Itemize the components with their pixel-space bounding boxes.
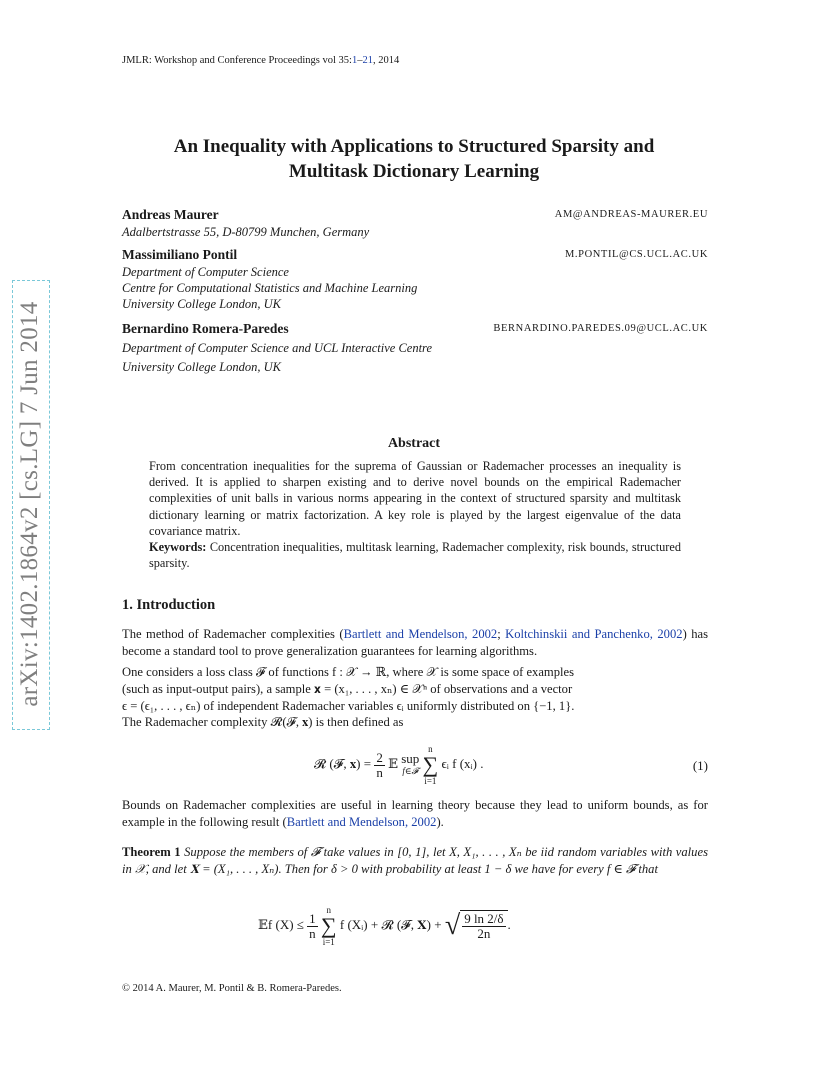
intro-paragraph-2: One considers a loss class 𝓕 of functions f : 𝒳 → ℝ, where 𝒳 is some space of examples (such as input-output pairs), a sample 𝐱 = (x₁, . . . , xₙ) ∈ 𝒳ⁿ of observations and a vector ϵ = (ϵ₁, . . . , ϵₙ) of independent Rademacher variables ϵᵢ uniformly distributed on {−1, 1}. The Rademacher complexity 𝓡(𝓕, 𝐱) is then defined as (122, 665, 575, 730)
abstract-body: From concentration inequalities for the suprema of Gaussian or Rademacher processes an inequality is derived. It is applied to sharpen existing and to derive novel bounds on the empirical Rademacher complexities of unit balls in various norms appearing in the context of structured sparsity and multitask dictionary learning or matrix factorization. A key role is played by the largest eigenvalue of the data covariance matrix. Keywords: Concentration inequalities, multitask learning, Rademacher complexity, risk bounds, structured sparsity. (149, 459, 681, 571)
citation-koltchinskii-2002[interactable]: Koltchinskii and Panchenko, 2002 (505, 627, 683, 641)
page-end-link[interactable]: 21 (362, 55, 373, 66)
theorem-equation: 𝔼f (X) ≤ $\frac{1}{n}$ n ∑ i=1 f (Xᵢ) + 𝓡 (𝓕, 𝐗) + √ $\frac{9 \ln 2/\delta}{2n}$ . (258, 905, 511, 947)
intro-paragraph-3: Bounds on Rademacher complexities are useful in learning theory because they lead to uniform bounds, as for example in the following result (Bartlett and Mendelson, 2002). (122, 798, 708, 829)
title-line-2: Multitask Dictionary Learning (288, 161, 540, 182)
author-affiliation-1: Adalbertstrasse 55, D-80799 Munchen, Germany (122, 225, 370, 239)
author-affiliation-3: Department of Computer Science and UCL Interactive Centre University College London, UK (122, 341, 433, 374)
abstract-heading: Abstract (387, 436, 441, 451)
theorem-eq-sum: n ∑ i=1 (320, 905, 337, 947)
keywords-label: Keywords: (149, 540, 207, 555)
eq1-fraction: $\frac{2}{n}$ (376, 749, 383, 780)
equation-1-number: (1) (692, 758, 708, 773)
theorem-1: Theorem 1 Suppose the members of 𝓕 take values in [0, 1], let X, X₁, . . . , Xₙ be iid random variables with values in 𝒳, and let 𝐗 = (X₁, . . . , Xₙ). Then for δ > 0 with probability at least 1 − δ we have for every f ∈ 𝓕 that (122, 845, 708, 876)
citation-bartlett-2002[interactable]: Bartlett and Mendelson, 2002 (343, 627, 498, 641)
keywords (149, 539, 681, 571)
author-email-2[interactable]: M.PONTIL@CS.UCL.AC.UK (564, 249, 708, 260)
author-email-1[interactable]: AM@ANDREAS-MAURER.EU (554, 209, 708, 220)
eq1-sum: n ∑ i=1 (422, 744, 439, 786)
theorem-eq-sqrt: √ $\frac{9 \ln 2/\delta}{2n}$ (445, 910, 508, 942)
page-start-link[interactable]: 1 (351, 55, 358, 66)
eq1-sup: sup f∈𝓕 (401, 751, 420, 776)
author-email-3[interactable]: BERNARDINO.PAREDES.09@UCL.AC.UK (493, 323, 708, 334)
arxiv-stamp[interactable] (4, 280, 58, 730)
author-affiliation-2: Department of Computer Science Centre for Computational Statistics and Machine Learning University College London, UK (122, 265, 418, 311)
running-head: JMLR: Workshop and Conference Proceedings vol 35:1–21, 2014 (122, 55, 400, 66)
theorem-label: Theorem 1 (122, 845, 181, 859)
equation-1: 𝓡 (𝓕, 𝐱) = $\frac{2}{n}$ 𝔼 sup f∈𝓕 n ∑ i=1 ϵᵢ f (xᵢ) . (314, 744, 484, 786)
author-name-3: Bernardino Romera-Paredes (122, 321, 289, 336)
intro-paragraph-1: The method of Rademacher complexities (Bartlett and Mendelson, 2002; Koltchinskii and Panchenko, 2002) has become a standard tool to prove generalization guarantees for learning algorithms. (122, 627, 708, 658)
title-line-1: An Inequality with Applications to Structured Sparsity and (173, 136, 655, 157)
copyright-footer: © 2014 A. Maurer, M. Pontil & B. Romera-Paredes. (122, 983, 342, 994)
keywords-text: Concentration inequalities, multitask learning, Rademacher complexity, risk bounds, structured sparsity. (149, 540, 681, 571)
section-heading: 1. Introduction (122, 597, 216, 613)
paper-title (100, 134, 728, 184)
theorem-eq-fraction: $\frac{1}{n}$ (309, 910, 316, 941)
citation-bartlett-2002-b[interactable]: Bartlett and Mendelson, 2002 (286, 814, 437, 829)
author-name-1: Andreas Maurer (122, 207, 219, 222)
arxiv-stamp-text: arXiv:1402.1864v2 [cs.LG] 7 Jun 2014 (16, 301, 43, 707)
author-name-2: Massimiliano Pontil (122, 247, 238, 262)
